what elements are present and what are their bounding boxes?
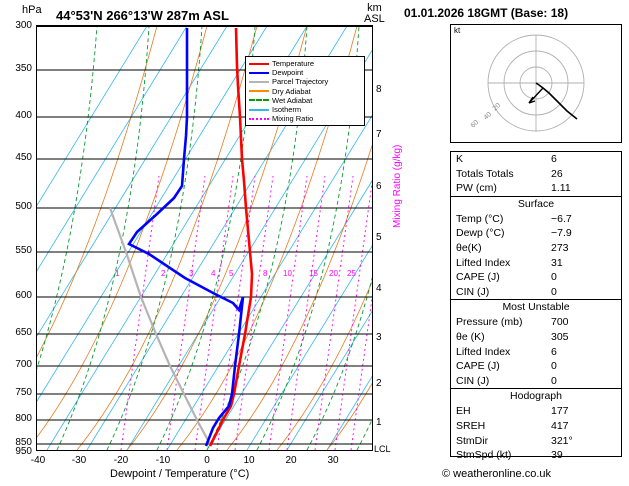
surface-value-thetae: 273 xyxy=(551,241,569,254)
surface-row-thetae xyxy=(451,241,621,256)
unstable-key-thetae: θe (K) xyxy=(456,330,485,343)
pressure-tick-500: 500 xyxy=(15,201,32,212)
unstable-value-cape: 0 xyxy=(551,360,557,373)
height-tick-7: 7 xyxy=(376,129,382,140)
hodo-value-sreh: 417 xyxy=(551,419,569,432)
temp-tick--20: -20 xyxy=(113,455,129,466)
height-axis-label-line2: ASL xyxy=(364,13,385,25)
temp-tick--40: -40 xyxy=(30,455,46,466)
surface-key-thetae: θe(K) xyxy=(456,241,482,254)
indices-table xyxy=(450,151,622,462)
temp-tick--10: -10 xyxy=(155,455,171,466)
surface-value-cin: 0 xyxy=(551,285,557,298)
hodograph-unit-label: kt xyxy=(454,26,461,35)
pressure-tick-650: 650 xyxy=(15,327,32,338)
height-tick-1: 1 xyxy=(376,417,382,428)
unstable-key-cin: CIN (J) xyxy=(456,374,490,387)
surface-row-temp xyxy=(451,212,621,227)
legend-item-wet-adiabat xyxy=(249,96,361,105)
hodo-value-stmspd: 39 xyxy=(551,449,563,462)
mixing-ratio-label-15: 15 xyxy=(309,269,318,278)
pressure-tick-600: 600 xyxy=(15,290,32,301)
surface-row-cape xyxy=(451,270,621,285)
legend-item-dewpoint xyxy=(249,68,361,77)
pressure-tick-750: 750 xyxy=(15,387,32,398)
unstable-row-lifted-index xyxy=(451,345,621,360)
pressure-tick-400: 400 xyxy=(15,110,32,121)
unstable-key-pressure: Pressure (mb) xyxy=(456,316,523,329)
index-row-totals xyxy=(451,167,621,182)
hodo-value-stmdir: 321° xyxy=(551,434,573,447)
legend-label-dewpoint: Dewpoint xyxy=(272,68,304,78)
surface-value-lifted-index: 31 xyxy=(551,256,563,269)
station-title: 44°53'N 266°13'W 287m ASL xyxy=(56,8,229,23)
mixing-ratio-axis-title: Mixing Ratio (g/kg) xyxy=(392,144,403,228)
hodo-row-stmspd xyxy=(451,448,621,463)
section-header-surface: Surface xyxy=(517,197,555,210)
unstable-row-cape xyxy=(451,359,621,374)
mixing-ratio-label-25: 25 xyxy=(347,269,356,278)
legend-label-isotherm: Isotherm xyxy=(272,105,302,115)
mixing-ratio-label-4: 4 xyxy=(211,269,216,278)
surface-value-cape: 0 xyxy=(551,271,557,284)
height-tick-3: 3 xyxy=(376,332,382,343)
hodograph-svg xyxy=(451,25,621,142)
unstable-row-thetae xyxy=(451,330,621,345)
unstable-row-pressure xyxy=(451,315,621,330)
hodo-key-eh: EH xyxy=(456,405,471,418)
unstable-value-cin: 0 xyxy=(551,374,557,387)
index-key-totals: Totals Totals xyxy=(456,167,514,180)
mixing-ratio-label-3: 3 xyxy=(189,269,194,278)
hodo-key-stmdir: StmDir xyxy=(456,434,489,447)
temp-tick-10: 10 xyxy=(243,455,255,466)
mixing-ratio-label-1: 1 xyxy=(115,269,120,278)
unstable-value-lifted-index: 6 xyxy=(551,345,557,358)
legend-label-wet-adiabat: Wet Adiabat xyxy=(272,95,313,105)
chart-legend xyxy=(245,56,365,126)
pressure-tick-700: 700 xyxy=(15,359,32,370)
legend-item-isotherm xyxy=(249,105,361,114)
hodograph-ring-label-60: 60 xyxy=(469,119,481,130)
x-axis-title: Dewpoint / Temperature (°C) xyxy=(110,468,250,480)
legend-label-dry-adiabat: Dry Adiabat xyxy=(272,86,311,96)
height-tick-6: 6 xyxy=(376,181,382,192)
surface-key-cin: CIN (J) xyxy=(456,285,490,298)
index-row-pw xyxy=(451,181,621,196)
height-tick-8: 8 xyxy=(376,84,382,95)
legend-item-temperature xyxy=(249,59,361,68)
surface-row-lifted-index xyxy=(451,256,621,271)
hodo-row-stmdir xyxy=(451,434,621,449)
legend-item-dry-adiabat xyxy=(249,87,361,96)
temp-tick-20: 20 xyxy=(285,455,297,466)
section-header-hodograph: Hodograph xyxy=(510,390,562,403)
temp-tick--30: -30 xyxy=(71,455,87,466)
run-datetime: 01.01.2026 18GMT (Base: 18) xyxy=(404,6,569,20)
index-key-k: K xyxy=(456,153,464,165)
pressure-tick-350: 350 xyxy=(15,63,32,74)
index-key-pw: PW (cm) xyxy=(456,182,497,195)
dewpoint-curve xyxy=(129,28,243,446)
surface-key-cape: CAPE (J) xyxy=(456,271,500,284)
temp-tick-30: 30 xyxy=(327,455,339,466)
height-tick-5: 5 xyxy=(376,232,382,243)
index-value-pw: 1.11 xyxy=(551,182,571,195)
hodograph-panel xyxy=(450,24,622,143)
hodo-value-eh: 177 xyxy=(551,405,569,418)
pressure-tick-450: 450 xyxy=(15,152,32,163)
mixing-ratio-label-5: 5 xyxy=(229,269,234,278)
legend-item-mixing-ratio xyxy=(249,114,361,123)
hodograph-ring-label-20: 20 xyxy=(491,102,503,113)
pressure-tick-300: 300 xyxy=(15,20,32,31)
height-tick-4: 4 xyxy=(376,283,382,294)
hodograph-ring-label-40: 40 xyxy=(482,111,494,122)
mixing-ratio-label-20: 20 xyxy=(329,269,338,278)
mixing-ratio-label-8: 8 xyxy=(263,269,268,278)
skewt-plot-area xyxy=(36,25,373,451)
copyright-credit: © weatheronline.co.uk xyxy=(442,468,552,480)
index-value-totals: 26 xyxy=(551,167,563,180)
hodo-key-sreh: SREH xyxy=(456,419,486,432)
height-axis-label xyxy=(364,3,385,25)
unstable-value-thetae: 305 xyxy=(551,330,569,343)
mixing-ratio-label-10: 10 xyxy=(283,269,292,278)
surface-row-cin xyxy=(451,285,621,300)
legend-item-parcel xyxy=(249,77,361,86)
legend-label-parcel: Parcel Trajectory xyxy=(272,77,329,87)
unstable-key-cape: CAPE (J) xyxy=(456,360,500,373)
legend-label-mixing-ratio: Mixing Ratio xyxy=(272,114,314,124)
unstable-key-lifted-index: Lifted Index xyxy=(456,345,511,358)
mixing-ratio-label-2: 2 xyxy=(161,269,166,278)
unstable-row-cin xyxy=(451,374,621,389)
surface-key-dewp: Dewp (°C) xyxy=(456,227,505,240)
hodo-row-sreh xyxy=(451,419,621,434)
surface-row-dewp xyxy=(451,226,621,241)
temp-tick-0: 0 xyxy=(204,455,210,466)
pressure-unit-label: hPa xyxy=(22,4,42,16)
hodo-row-eh xyxy=(451,404,621,419)
lcl-label: LCL xyxy=(374,444,391,454)
surface-value-temp: −6.7 xyxy=(551,212,572,225)
hodo-key-stmspd: StmSpd (kt) xyxy=(456,449,512,462)
height-tick-2: 2 xyxy=(376,378,382,389)
surface-key-temp: Temp (°C) xyxy=(456,212,504,225)
surface-key-lifted-index: Lifted Index xyxy=(456,256,511,269)
index-value-k: 6 xyxy=(551,153,557,165)
index-row-k xyxy=(451,152,621,167)
pressure-tick-800: 800 xyxy=(15,413,32,424)
legend-label-temperature: Temperature xyxy=(272,59,315,68)
surface-value-dewp: −7.9 xyxy=(551,227,572,240)
pressure-tick-950: 950 xyxy=(15,446,32,457)
height-axis-label-line1: km xyxy=(367,2,382,14)
pressure-tick-850: 850 xyxy=(15,437,32,448)
section-header-most-unstable: Most Unstable xyxy=(502,301,570,314)
pressure-tick-550: 550 xyxy=(15,245,32,256)
unstable-value-pressure: 700 xyxy=(551,316,569,329)
